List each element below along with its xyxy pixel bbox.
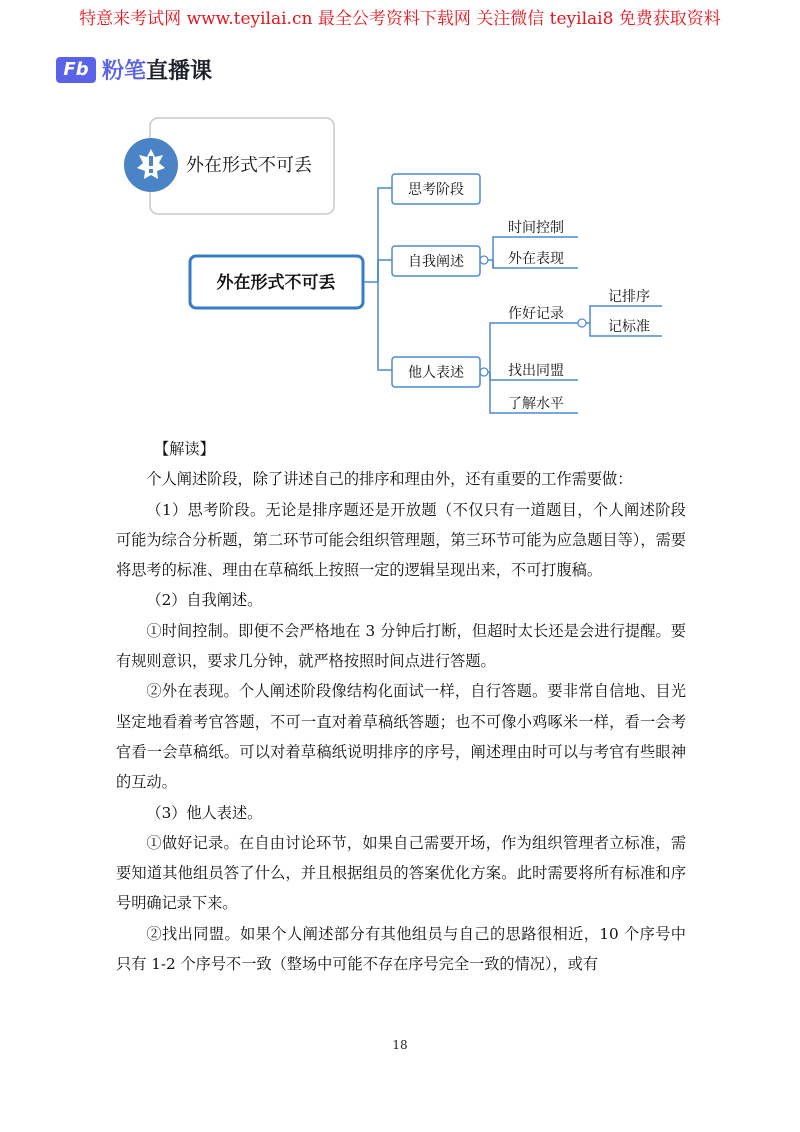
branch-label: 自我阐述 <box>408 254 464 270</box>
section-heading: 【解读】 <box>154 440 215 458</box>
logo-mark: Fb <box>56 57 96 83</box>
logo-suffix: 直播课 <box>146 59 213 84</box>
leaf-label: 作好记录 <box>508 306 564 322</box>
branch-label: 他人表述 <box>408 365 464 381</box>
collapse-toggle-icon[interactable] <box>480 368 488 376</box>
leaf-label: 记标准 <box>608 319 650 335</box>
logo <box>56 54 212 85</box>
leaf-label: 找出同盟 <box>508 363 564 379</box>
header-label: 外在形式不可丢 <box>186 155 312 176</box>
paragraph: （1）思考阶段。无论是排序题还是开放题（不仅只有一道题目，个人阐述阶段可能为综合分析题，第二环节可能会组织管理题，第三环节可能为应急题目等），需要将思考的标准、理由在草稿纸上按照一定的逻辑呈现出来，不可打腹稿。 <box>116 500 686 580</box>
mind-map <box>0 110 800 430</box>
leaf-label: 时间控制 <box>508 220 564 236</box>
leaf-label: 外在表现 <box>508 251 564 267</box>
paragraph: ①时间控制。即便不会严格地在 3 分钟后打断，但超时太长还是会进行提醒。要有规则意识，要求几分钟，就严格按照时间点进行答题。 <box>116 621 686 671</box>
paragraph: （3）他人表述。 <box>146 803 263 822</box>
paragraph: ②外在表现。个人阐述阶段像结构化面试一样，自行答题。要非常自信地、目光坚定地看着考官答题，不可一直对着草稿纸答题；也不可像小鸡啄米一样，看一会考官看一会草稿纸。可以对着草稿纸说明排序的序号，阐述理由时可以与考官有些眼神的互动。 <box>116 682 686 792</box>
paragraph: ①做好记录。在自由讨论环节，如果自己需要开场，作为组织管理者立标准，需要知道其他组员答了什么，并且根据组员的答案优化方案。此时需要将所有标准和序号明确记录下来。 <box>116 833 686 913</box>
leaf-label: 记排序 <box>608 289 650 305</box>
watermark-banner: 特意来考试网 www.teyilai.cn 最全公考资料下载网 关注微信 teyilai8 免费获取资料 <box>79 9 721 29</box>
article-body <box>116 434 686 979</box>
branch-label: 思考阶段 <box>408 182 464 198</box>
paragraph: （2）自我阐述。 <box>146 591 263 610</box>
paragraph: ②找出同盟。如果个人阐述部分有其他组员与自己的思路很相近，10 个序号中只有 1-2 个序号不一致（整场中可能不存在序号完全一致的情况），或有 <box>116 924 686 974</box>
collapse-toggle-icon[interactable] <box>578 319 586 327</box>
logo-brand: 粉笔 <box>102 59 147 84</box>
leaf-label: 了解水平 <box>508 396 564 412</box>
root-label: 外在形式不可丢 <box>216 273 336 293</box>
logo-name <box>102 54 212 85</box>
collapse-toggle-icon[interactable] <box>480 256 488 264</box>
paragraph: 个人阐述阶段，除了讲述自己的排序和理由外，还有重要的工作需要做： <box>146 470 633 489</box>
page-number: 18 <box>392 1038 408 1052</box>
